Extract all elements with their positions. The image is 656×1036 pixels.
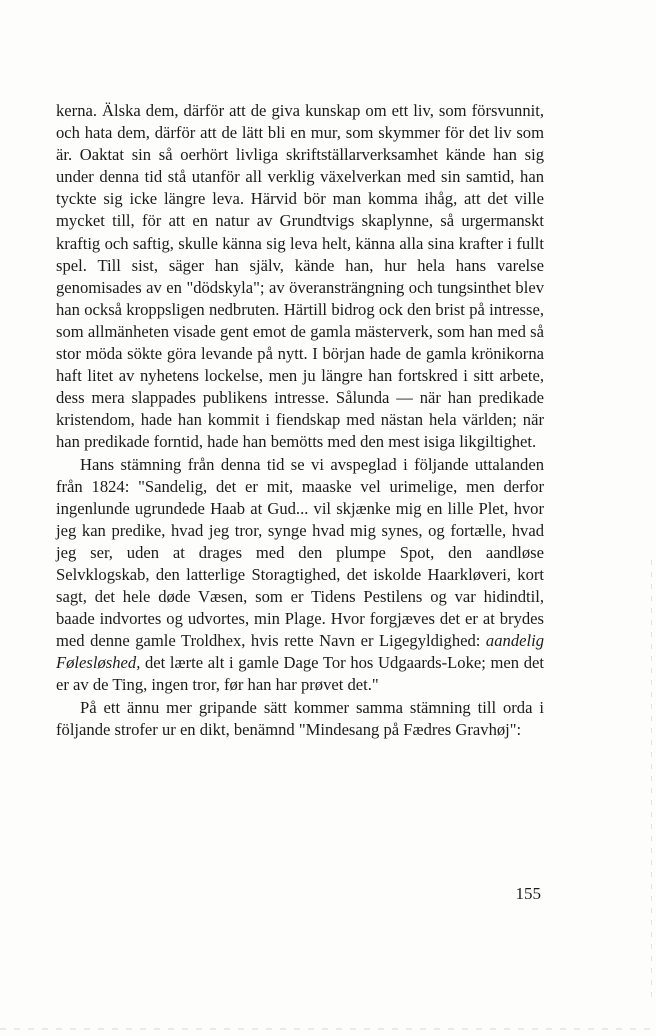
body-text	[56, 100, 544, 741]
paragraph-poem-intro: På ett ännu mer gripande sätt kommer samma stämning till orda i följande strofer ur en dikt, benämnd "Mindesang på Fædres Gravhøj":	[56, 697, 544, 739]
italic-phrase: aandelig Følesløshed,	[56, 631, 544, 673]
page-number: 155	[515, 884, 541, 903]
quote-text-start: Hans stämning från denna tid se vi avspeglad i följande uttalanden från 1824: "Sandelig, det er mit, maaske vel urimelige, men derfor ingenlunde ugrundede Haab at Gud... vil skjænke mig en lille Plet, hvor jeg kan predike, hvad jeg tror, synge hvad mig synes, og fortælle, hvad jeg ser, uden at drages med den plumpe Spot, den aandløse Selvklogskab, den latterlige Storagtighed, det iskolde Haarkløveri, kort sagt, det hele døde Væsen, som er Tidens Pestilens og var hidindtil, baade indvortes og udvortes, min Plage. Hvor forgjæves det er at brydes med denne gamle Troldhex, hvis rette Navn er Ligegyldighed:	[56, 454, 544, 651]
scan-bottom-artifact	[0, 1028, 656, 1030]
paragraph-quote-1824	[56, 454, 544, 697]
scan-edge-artifact	[651, 560, 652, 1000]
paragraph-continuation: kerna. Älska dem, därför att de giva kunskap om ett liv, som försvunnit, och hata dem, därför att de lätt bli en mur, som skymmer för det liv som är. Oaktat sin så oerhört livliga skriftställarverksamhet kände han sig under denna tid stå utanför all verklig växelverkan med sin samtid, han tyckte sig icke längre leva. Härvid bör man komma ihåg, att det ville mycket till, för att en natur av Grundtvigs skaplynne, så urgermanskt kraftig och saftig, skulle känna sig leva helt, känna alla sina krafter i fullt spel. Till sist, säger han själv, kände han, hur hela hans varelse genomisades av en "dödskyla"; av överansträngning och tungsinthet blev han också kroppsligen nedbruten. Härtill bidrog ock den brist på intresse, som allmänheten visade gent emot de gamla mästerverk, som han med så stor möda sökte göra levande på nytt. I början hade de gamla krönikorna haft litet av nyhetens lockelse, men ju längre han fortskred i sitt arbete, dess mera slappades publikens intresse. Sålunda — när han predikade kristendom, hade han kommit i fiendskap med nästan hela världen; när han predikade forntid, hade han bemötts med den mest isiga likgiltighet.	[56, 101, 544, 452]
quote-text-end: det lærte alt i gamle Dage Tor hos Udgaards-Loke; men det er av de Ting, ingen tror, før han har prøvet det."	[56, 653, 544, 695]
